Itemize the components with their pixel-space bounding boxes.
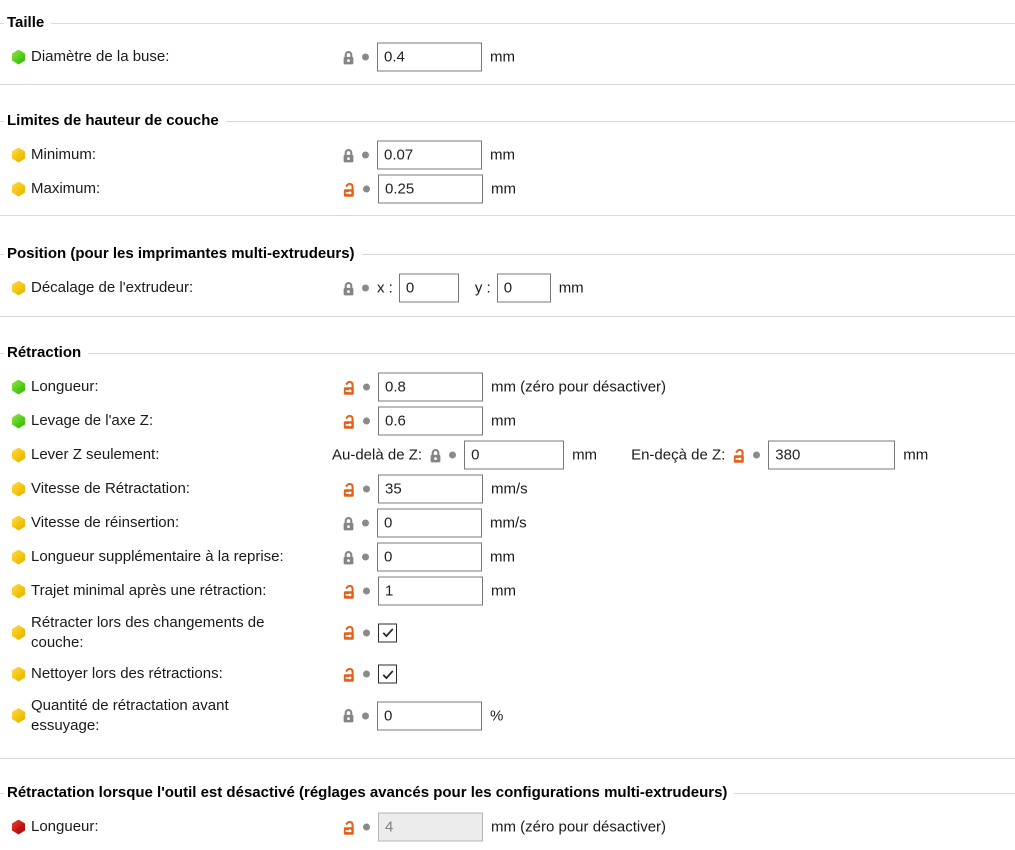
hexagon-yellow-icon bbox=[12, 550, 25, 565]
indicator-dot-icon bbox=[362, 54, 369, 61]
value-input[interactable] bbox=[497, 274, 551, 303]
section-separator bbox=[0, 316, 1015, 317]
lock-icon[interactable] bbox=[428, 447, 443, 463]
header-line bbox=[51, 23, 1015, 24]
lock-icon[interactable] bbox=[341, 280, 356, 296]
setting-label: Longueur: bbox=[31, 378, 99, 395]
setting-label: Diamètre de la buse: bbox=[31, 48, 170, 65]
lock-icon[interactable] bbox=[341, 49, 356, 65]
section-title: Limites de hauteur de couche bbox=[7, 112, 219, 129]
header-line bbox=[0, 793, 4, 794]
setting-label: Maximum: bbox=[31, 180, 101, 197]
lock-icon[interactable] bbox=[341, 515, 356, 531]
unit-label: mm bbox=[903, 446, 929, 464]
value-input[interactable] bbox=[377, 141, 482, 170]
unlock-icon[interactable] bbox=[341, 583, 357, 599]
y-label: y : bbox=[474, 279, 491, 297]
hexagon-yellow-icon bbox=[12, 448, 25, 463]
unit-label: mm/s bbox=[490, 514, 527, 532]
setting-row bbox=[0, 271, 1015, 305]
x-label: x : bbox=[377, 279, 393, 297]
setting-row bbox=[0, 540, 1015, 574]
value-input[interactable] bbox=[399, 274, 459, 303]
hexagon-red-icon bbox=[12, 820, 25, 835]
unlock-icon[interactable] bbox=[731, 447, 747, 463]
hexagon-yellow-icon bbox=[12, 708, 25, 723]
unit-label: mm bbox=[490, 146, 515, 164]
setting-row bbox=[0, 404, 1015, 438]
unit-label: mm bbox=[490, 548, 515, 566]
hexagon-green-icon bbox=[12, 50, 25, 65]
indicator-dot-icon bbox=[363, 588, 370, 595]
hexagon-yellow-icon bbox=[12, 667, 25, 682]
unit-label: mm bbox=[491, 582, 516, 600]
setting-row bbox=[0, 691, 1015, 740]
unlock-icon[interactable] bbox=[341, 413, 357, 429]
setting-row bbox=[0, 438, 1015, 472]
unit-label: mm (zéro pour désactiver) bbox=[491, 818, 667, 836]
setting-label: Longueur: bbox=[31, 818, 99, 835]
indicator-dot-icon bbox=[363, 824, 370, 831]
value-input[interactable] bbox=[378, 407, 483, 436]
setting-label: Vitesse de Rétractation: bbox=[31, 480, 190, 497]
section-header bbox=[0, 110, 1015, 132]
setting-row bbox=[0, 138, 1015, 172]
lock-icon[interactable] bbox=[341, 708, 356, 724]
setting-row bbox=[0, 370, 1015, 404]
lock-icon[interactable] bbox=[341, 147, 356, 163]
section-header bbox=[0, 782, 1015, 804]
setting-label: Décalage de l'extrudeur: bbox=[31, 279, 194, 296]
section-title: Taille bbox=[7, 14, 45, 31]
setting-row bbox=[0, 40, 1015, 74]
indicator-dot-icon bbox=[363, 486, 370, 493]
section-header bbox=[0, 12, 1015, 34]
hexagon-yellow-icon bbox=[12, 516, 25, 531]
indicator-dot-icon bbox=[363, 418, 370, 425]
settings-section bbox=[0, 110, 1015, 206]
unit-label: % bbox=[490, 707, 504, 724]
indicator-dot-icon bbox=[362, 152, 369, 159]
section-separator bbox=[0, 758, 1015, 759]
unlock-icon[interactable] bbox=[341, 666, 357, 682]
setting-label: Nettoyer lors des rétractions: bbox=[31, 665, 223, 682]
indicator-dot-icon bbox=[449, 452, 456, 459]
unlock-icon[interactable] bbox=[341, 379, 357, 395]
unlock-icon[interactable] bbox=[341, 181, 357, 197]
unlock-icon[interactable] bbox=[341, 625, 357, 641]
unlock-icon[interactable] bbox=[341, 481, 357, 497]
value-input[interactable] bbox=[378, 175, 483, 204]
sub-label: Au-delà de Z: bbox=[332, 446, 423, 464]
unit-label: mm bbox=[572, 446, 598, 464]
header-line bbox=[362, 254, 1015, 255]
unit-label: mm bbox=[490, 48, 515, 66]
section-title: Position (pour les imprimantes multi-extrudeurs) bbox=[7, 245, 355, 262]
setting-label: Quantité de rétractation avant essuyage: bbox=[31, 696, 229, 734]
header-line bbox=[0, 23, 4, 24]
value-input[interactable] bbox=[377, 43, 482, 72]
settings-section bbox=[0, 243, 1015, 305]
section-title: Rétraction bbox=[7, 344, 82, 361]
section-separator bbox=[0, 215, 1015, 216]
unit-label: mm bbox=[491, 412, 516, 430]
unit-label: mm bbox=[491, 180, 516, 198]
header-line bbox=[0, 353, 4, 354]
section-header bbox=[0, 243, 1015, 265]
setting-label: Minimum: bbox=[31, 146, 97, 163]
checkbox[interactable] bbox=[378, 623, 397, 642]
hexagon-yellow-icon bbox=[12, 482, 25, 497]
setting-label: Longueur supplémentaire à la reprise: bbox=[31, 548, 284, 565]
setting-label: Trajet minimal après une rétraction: bbox=[31, 582, 267, 599]
setting-row bbox=[0, 657, 1015, 691]
value-input[interactable] bbox=[768, 441, 895, 470]
value-input[interactable] bbox=[378, 475, 483, 504]
hexagon-green-icon bbox=[12, 380, 25, 395]
hexagon-yellow-icon bbox=[12, 281, 25, 296]
unit-label: mm bbox=[558, 279, 584, 297]
setting-row bbox=[0, 172, 1015, 206]
indicator-dot-icon bbox=[362, 285, 369, 292]
value-input[interactable] bbox=[464, 441, 564, 470]
indicator-dot-icon bbox=[363, 671, 370, 678]
hexagon-yellow-icon bbox=[12, 148, 25, 163]
setting-row bbox=[0, 574, 1015, 608]
value-input[interactable] bbox=[377, 701, 482, 730]
indicator-dot-icon bbox=[362, 712, 369, 719]
hexagon-yellow-icon bbox=[12, 182, 25, 197]
value-input[interactable] bbox=[378, 577, 483, 606]
setting-label: Lever Z seulement: bbox=[31, 446, 160, 463]
unit-label: mm (zéro pour désactiver) bbox=[491, 378, 667, 396]
setting-label: Levage de l'axe Z: bbox=[31, 412, 154, 429]
hexagon-green-icon bbox=[12, 414, 25, 429]
header-line bbox=[0, 121, 4, 122]
indicator-dot-icon bbox=[363, 186, 370, 193]
header-line bbox=[88, 353, 1015, 354]
hexagon-yellow-icon bbox=[12, 625, 25, 640]
indicator-dot-icon bbox=[363, 629, 370, 636]
checkbox[interactable] bbox=[378, 665, 397, 684]
setting-row bbox=[0, 506, 1015, 540]
setting-label: Rétracter lors des changements de couche: bbox=[31, 613, 265, 651]
section-title: Rétractation lorsque l'outil est désactivé (réglages avancés pour les configurations multi-extrudeurs) bbox=[7, 784, 728, 801]
sub-label: En-deçà de Z: bbox=[631, 446, 726, 464]
header-line bbox=[734, 793, 1015, 794]
header-line bbox=[226, 121, 1015, 122]
setting-row bbox=[0, 608, 1015, 657]
value-input[interactable] bbox=[377, 509, 482, 538]
setting-row bbox=[0, 810, 1015, 844]
setting-row bbox=[0, 472, 1015, 506]
check-mark-icon bbox=[381, 626, 395, 640]
indicator-dot-icon bbox=[362, 520, 369, 527]
settings-section bbox=[0, 12, 1015, 74]
indicator-dot-icon bbox=[362, 554, 369, 561]
settings-section bbox=[0, 342, 1015, 740]
settings-section bbox=[0, 782, 1015, 844]
header-line bbox=[0, 254, 4, 255]
unit-label: mm/s bbox=[491, 480, 528, 498]
indicator-dot-icon bbox=[363, 384, 370, 391]
section-separator bbox=[0, 84, 1015, 85]
section-header bbox=[0, 342, 1015, 364]
hexagon-yellow-icon bbox=[12, 584, 25, 599]
settings-panel bbox=[0, 12, 1015, 844]
unlock-icon[interactable] bbox=[341, 819, 357, 835]
setting-label: Vitesse de réinsertion: bbox=[31, 514, 180, 531]
value-input[interactable] bbox=[378, 373, 483, 402]
lock-icon[interactable] bbox=[341, 549, 356, 565]
value-input[interactable] bbox=[377, 543, 482, 572]
check-mark-icon bbox=[381, 667, 395, 681]
indicator-dot-icon bbox=[753, 452, 760, 459]
value-input bbox=[378, 813, 483, 842]
